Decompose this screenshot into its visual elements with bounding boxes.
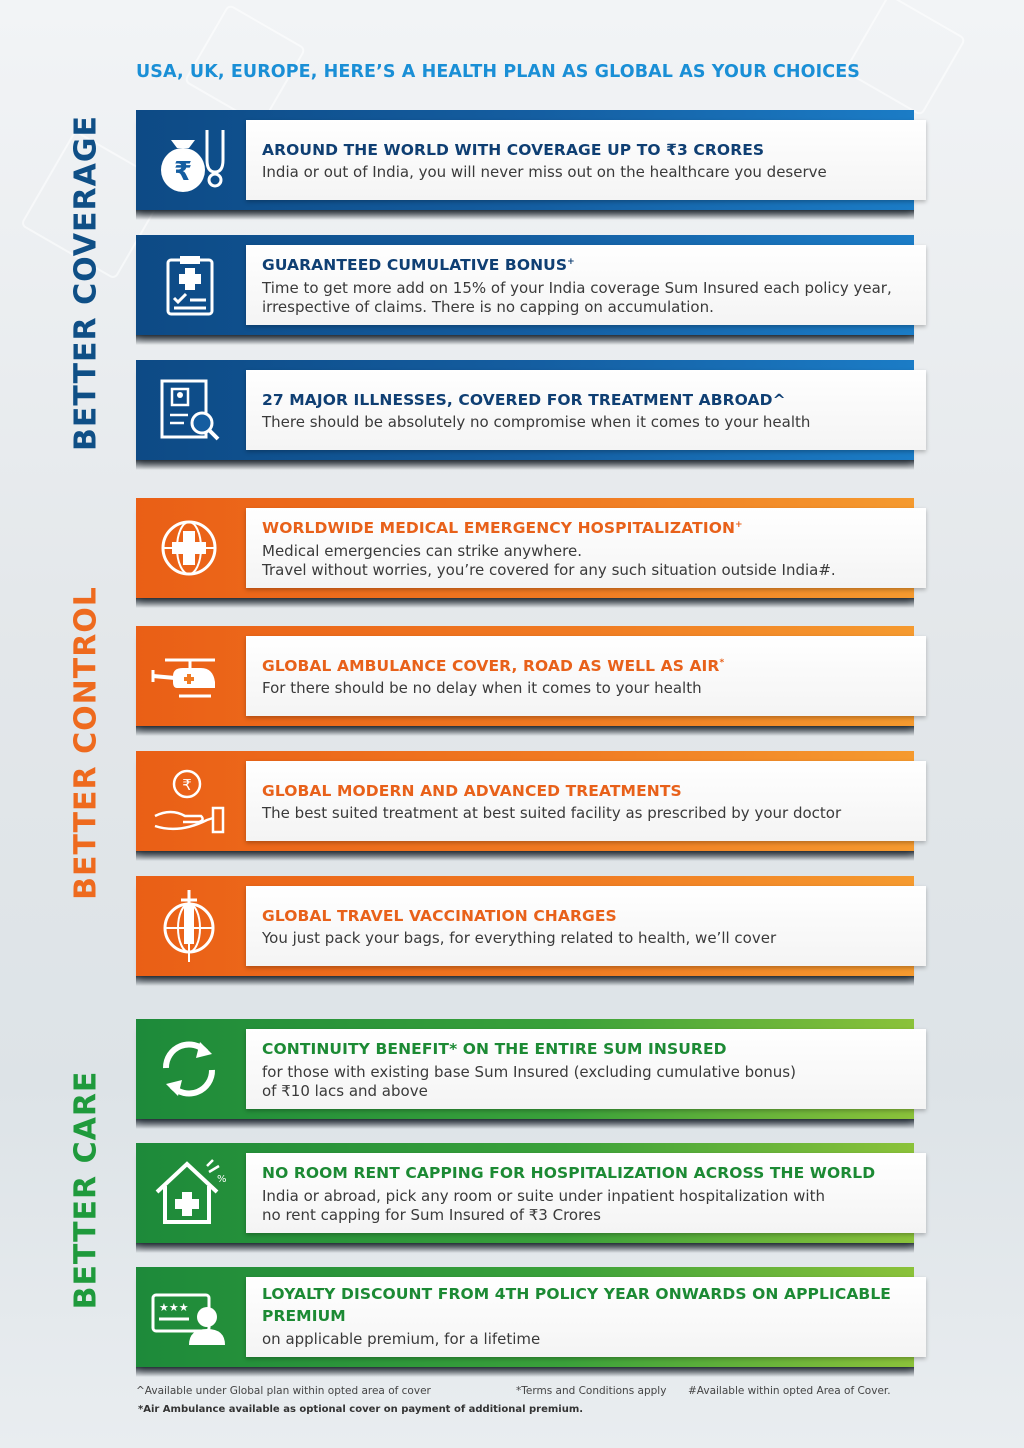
card-description: for those with existing base Sum Insured (excluding cumulative bonus) of ₹10 lacs and above	[262, 1062, 796, 1100]
card-title: CONTINUITY BENEFIT* ON THE ENTIRE SUM INSURED	[262, 1040, 727, 1059]
card-description: The best suited treatment at best suited facility as prescribed by your doctor	[262, 804, 842, 823]
card-description: Medical emergencies can strike anywhere. Travel without worries, you’re covered for any such situation outside India#.	[262, 541, 836, 579]
hand-rupee-icon	[148, 760, 230, 842]
card-panel	[246, 1153, 926, 1233]
section-label-coverage: BETTER COVERAGE	[68, 115, 104, 451]
card-title: GLOBAL MODERN AND ADVANCED TREATMENTS	[262, 782, 682, 801]
card-description: You just pack your bags, for everything related to health, we’ll cover	[262, 929, 777, 948]
medical-clipboard-icon	[148, 244, 230, 326]
refresh-arrows-icon	[148, 1028, 230, 1110]
card-title: 27 MAJOR ILLNESSES, COVERED FOR TREATMENT ABROAD^	[262, 391, 786, 410]
benefit-card	[136, 751, 914, 851]
card-title: AROUND THE WORLD WITH COVERAGE UP TO ₹3 CRORES	[262, 141, 765, 160]
card-description: India or out of India, you will never miss out on the healthcare you deserve	[262, 163, 827, 182]
card-title: LOYALTY DISCOUNT FROM 4TH POLICY YEAR ONWARDS ON APPLICABLE PREMIUM	[262, 1285, 891, 1326]
card-title: NO ROOM RENT CAPPING FOR HOSPITALIZATION ACROSS THE WORLD	[262, 1164, 876, 1183]
card-panel	[246, 761, 926, 841]
card-title: GUARANTEED CUMULATIVE BONUS+	[262, 256, 575, 275]
footnote-air-ambulance: *Air Ambulance available as optional cover on payment of additional premium.	[138, 1404, 584, 1415]
card-panel	[246, 886, 926, 966]
section-label-control: BETTER CONTROL	[68, 586, 104, 900]
house-cross-icon	[148, 1152, 230, 1234]
benefit-card	[136, 876, 914, 976]
footnote-terms: *Terms and Conditions apply	[516, 1385, 667, 1397]
svg-text:★★★: ★★★	[159, 1301, 189, 1314]
air-ambulance-icon	[148, 635, 230, 717]
card-description: There should be absolutely no compromise when it comes to your health	[262, 413, 811, 432]
money-bag-stethoscope-icon	[148, 119, 230, 201]
card-description: Time to get more add on 15% of your India coverage Sum Insured each policy year, irrespective of claims. There is no capping on accumulation.	[262, 278, 892, 316]
medical-report-search-icon	[148, 369, 230, 451]
benefit-card	[136, 498, 914, 598]
benefit-card	[136, 626, 914, 726]
footnote-hash: #Available within opted Area of Cover.	[688, 1385, 891, 1397]
card-panel	[246, 1029, 926, 1109]
svg-text:₹: ₹	[173, 157, 193, 187]
section-label-care: BETTER CARE	[68, 1070, 104, 1310]
svg-text:%: %	[217, 1174, 227, 1185]
card-description: For there should be no delay when it comes to your health	[262, 679, 702, 698]
globe-syringe-icon	[148, 885, 230, 967]
footnote-caret: ^Available under Global plan within opted area of cover	[136, 1385, 431, 1397]
card-description: India or abroad, pick any room or suite under inpatient hospitalization with no rent capping for Sum Insured of ₹3 Crores	[262, 1186, 825, 1224]
card-title: GLOBAL TRAVEL VACCINATION CHARGES	[262, 907, 617, 926]
card-panel	[246, 245, 926, 325]
svg-text:₹: ₹	[182, 776, 192, 794]
benefit-card	[136, 1143, 914, 1243]
card-title: WORLDWIDE MEDICAL EMERGENCY HOSPITALIZATION+	[262, 519, 743, 538]
globe-cross-icon	[148, 507, 230, 589]
benefit-card	[136, 1267, 914, 1367]
loyalty-card-user-icon	[148, 1276, 230, 1358]
card-description: on applicable premium, for a lifetime	[262, 1329, 541, 1348]
card-panel	[246, 120, 926, 200]
benefit-card	[136, 1019, 914, 1119]
background-hexagon	[844, 0, 967, 116]
benefit-card	[136, 360, 914, 460]
card-panel	[246, 636, 926, 716]
card-title: GLOBAL AMBULANCE COVER, ROAD AS WELL AS AIR*	[262, 657, 725, 676]
benefit-card	[136, 110, 914, 210]
headline: USA, UK, EUROPE, HERE’S A HEALTH PLAN AS GLOBAL AS YOUR CHOICES	[136, 62, 860, 82]
card-panel	[246, 508, 926, 588]
benefit-card	[136, 235, 914, 335]
card-panel	[246, 370, 926, 450]
card-panel	[246, 1277, 926, 1357]
